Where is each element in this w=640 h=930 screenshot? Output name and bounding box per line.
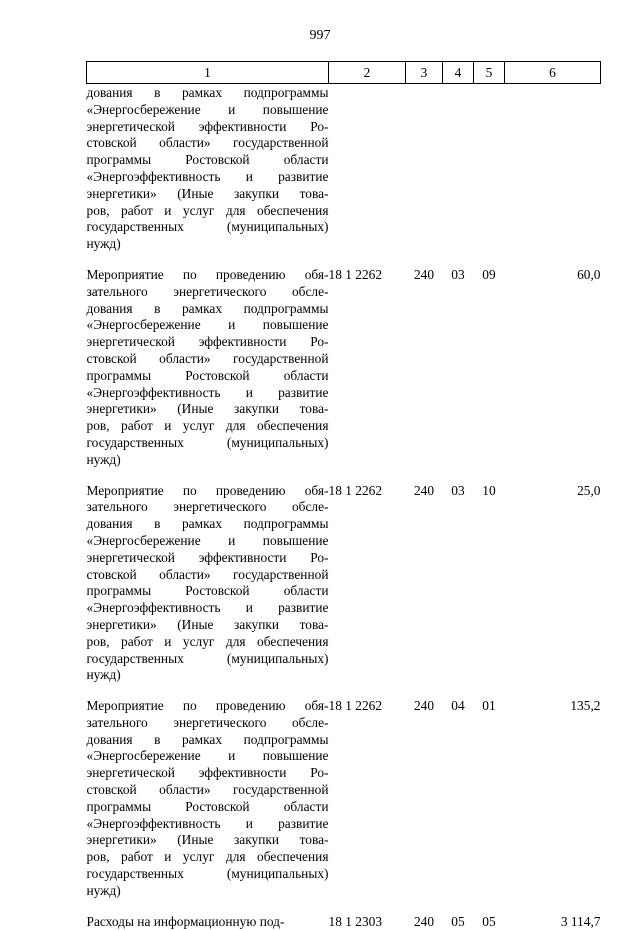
table-row: [87, 267, 601, 469]
target-code: 18 1 2303: [329, 914, 406, 930]
expense-type: 240: [406, 483, 443, 685]
description-line: Мероприятие по проведению обя-: [87, 267, 329, 284]
header-col-3: 3: [406, 62, 443, 84]
description-line: энергетической эффективности Ро-: [87, 765, 329, 782]
description-line: «Энергосбережение и повышение: [87, 317, 329, 334]
row-spacer: [87, 900, 601, 914]
row-spacer: [87, 684, 601, 698]
description-line: энергетики» (Иные закупки това-: [87, 401, 329, 418]
description-line: Мероприятие по проведению обя-: [87, 483, 329, 500]
table-row: [87, 84, 601, 253]
description-line: дования в рамках подпрограммы: [87, 85, 329, 102]
subsection-code: 10: [474, 483, 505, 685]
description-line: стовской области» государственной: [87, 782, 329, 799]
description-line: «Энергоэффективность и развитие: [87, 169, 329, 186]
table-row: [87, 483, 601, 685]
description-line: энергетики» (Иные закупки това-: [87, 832, 329, 849]
row-description: [87, 914, 329, 930]
description-line: программы Ростовской области: [87, 583, 329, 600]
section-code: 05: [443, 914, 474, 930]
description-line: ров, работ и услуг для обеспечения: [87, 203, 329, 220]
amount: 135,2: [505, 698, 601, 900]
description-line: «Энергосбережение и повышение: [87, 748, 329, 765]
header-col-5: 5: [474, 62, 505, 84]
description-line: государственных (муниципальных): [87, 219, 329, 236]
row-spacer: [87, 469, 601, 483]
expense-type: 240: [406, 267, 443, 469]
section-code: 04: [443, 698, 474, 900]
description-line: зательного энергетического обсле-: [87, 284, 329, 301]
target-code: [329, 84, 406, 253]
amount: [505, 84, 601, 253]
description-line: нужд): [87, 236, 329, 253]
description-line: нужд): [87, 883, 329, 900]
description-line: энергетической эффективности Ро-: [87, 119, 329, 136]
description-line: дования в рамках подпрограммы: [87, 732, 329, 749]
expense-type: [406, 84, 443, 253]
description-line: Мероприятие по проведению обя-: [87, 698, 329, 715]
description-line: государственных (муниципальных): [87, 866, 329, 883]
description-line: Расходы на информационную под-: [87, 914, 329, 930]
description-line: энергетики» (Иные закупки това-: [87, 617, 329, 634]
description-line: энергетической эффективности Ро-: [87, 550, 329, 567]
expense-type: 240: [406, 914, 443, 930]
expense-type: 240: [406, 698, 443, 900]
target-code: 18 1 2262: [329, 483, 406, 685]
table-row: [87, 698, 601, 900]
header-col-4: 4: [443, 62, 474, 84]
description-line: «Энергосбережение и повышение: [87, 102, 329, 119]
row-description: [87, 267, 329, 469]
target-code: 18 1 2262: [329, 698, 406, 900]
description-line: дования в рамках подпрограммы: [87, 301, 329, 318]
description-line: энергетики» (Иные закупки това-: [87, 186, 329, 203]
row-description: [87, 698, 329, 900]
description-line: дования в рамках подпрограммы: [87, 516, 329, 533]
description-line: ров, работ и услуг для обеспечения: [87, 418, 329, 435]
amount: 3 114,7: [505, 914, 601, 930]
amount: 25,0: [505, 483, 601, 685]
description-line: нужд): [87, 452, 329, 469]
target-code: 18 1 2262: [329, 267, 406, 469]
description-line: нужд): [87, 667, 329, 684]
row-description: [87, 84, 329, 253]
description-line: ров, работ и услуг для обеспечения: [87, 634, 329, 651]
subsection-code: 01: [474, 698, 505, 900]
description-line: «Энергоэффективность и развитие: [87, 816, 329, 833]
description-line: энергетической эффективности Ро-: [87, 334, 329, 351]
subsection-code: [474, 84, 505, 253]
header-col-2: 2: [329, 62, 406, 84]
table-row: [87, 914, 601, 930]
description-line: государственных (муниципальных): [87, 435, 329, 452]
section-code: 03: [443, 483, 474, 685]
table-header-row: [87, 62, 601, 84]
row-description: [87, 483, 329, 685]
description-line: государственных (муниципальных): [87, 651, 329, 668]
description-line: «Энергосбережение и повышение: [87, 533, 329, 550]
description-line: «Энергоэффективность и развитие: [87, 385, 329, 402]
header-col-6: 6: [505, 62, 601, 84]
description-line: программы Ростовской области: [87, 368, 329, 385]
description-line: стовской области» государственной: [87, 351, 329, 368]
description-line: зательного энергетического обсле-: [87, 499, 329, 516]
header-col-1: 1: [87, 62, 329, 84]
budget-table: [86, 61, 601, 930]
row-spacer: [87, 253, 601, 267]
description-line: программы Ростовской области: [87, 152, 329, 169]
amount: 60,0: [505, 267, 601, 469]
description-line: «Энергоэффективность и развитие: [87, 600, 329, 617]
table-body: [87, 84, 601, 930]
page-number: 997: [0, 28, 640, 44]
subsection-code: 09: [474, 267, 505, 469]
section-code: 03: [443, 267, 474, 469]
subsection-code: 05: [474, 914, 505, 930]
description-line: зательного энергетического обсле-: [87, 715, 329, 732]
description-line: ров, работ и услуг для обеспечения: [87, 849, 329, 866]
description-line: стовской области» государственной: [87, 567, 329, 584]
section-code: [443, 84, 474, 253]
description-line: программы Ростовской области: [87, 799, 329, 816]
description-line: стовской области» государственной: [87, 135, 329, 152]
